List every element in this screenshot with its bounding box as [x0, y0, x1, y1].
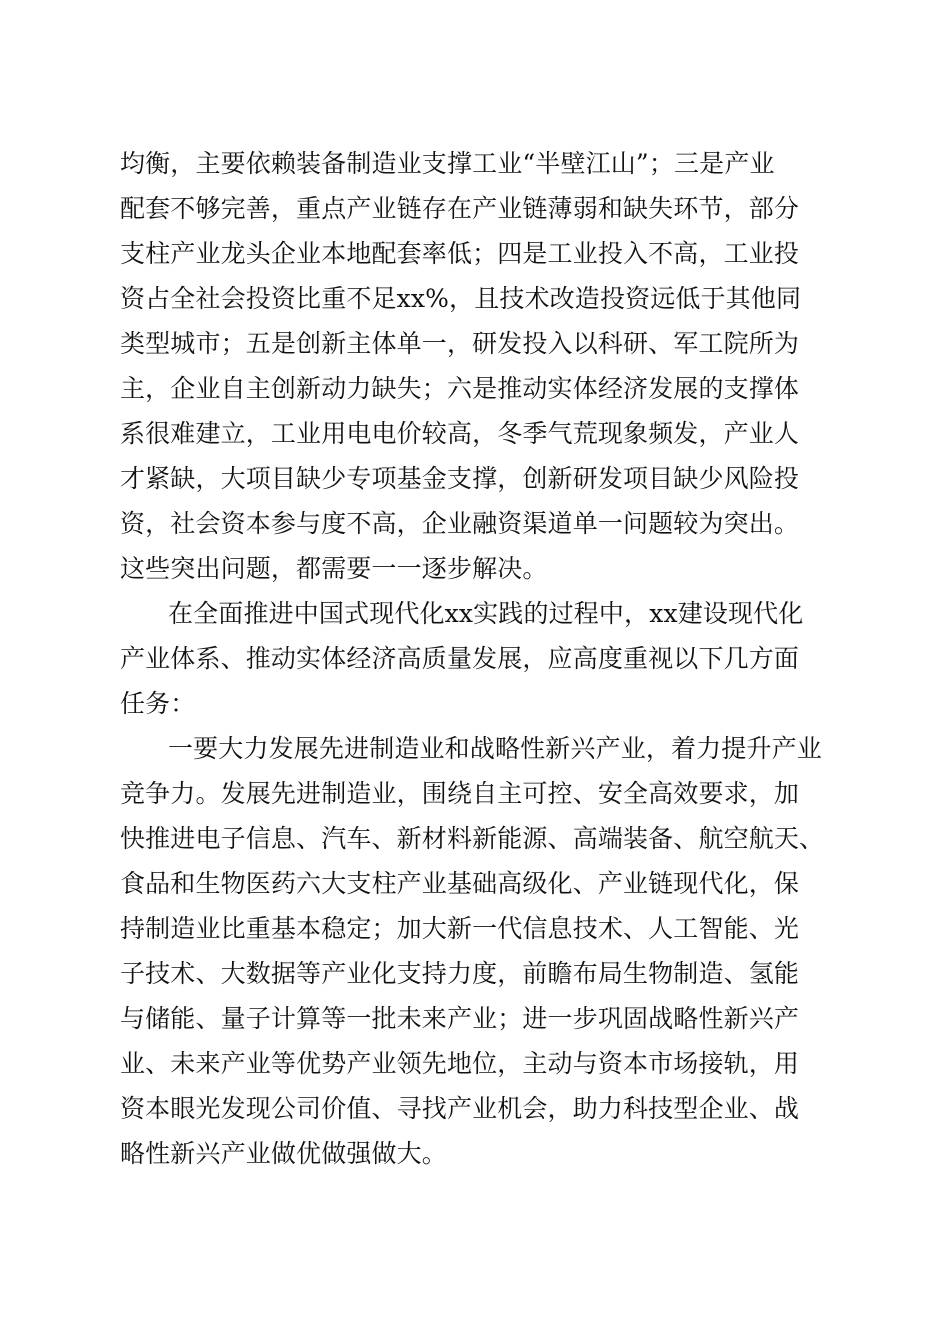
- text-line: 产业体系、推动实体经济高质量发展，应高度重视以下几方面: [120, 644, 800, 673]
- text-line: 配套不够完善，重点产业链存在产业链薄弱和缺失环节，部分: [120, 194, 800, 223]
- paragraph-first-line: 一要大力发展先进制造业和战略性新兴产业，着力提升产业: [168, 734, 822, 763]
- text-line: 主，企业自主创新动力缺失；六是推动实体经济发展的支撑体: [120, 374, 800, 403]
- text-line: 这些突出问题，都需要一一逐步解决。: [120, 554, 548, 583]
- text-line: 略性新兴产业做优做强做大。: [120, 1139, 447, 1168]
- text-line: 食品和生物医药六大支柱产业基础高级化、产业链现代化，保: [120, 869, 800, 898]
- text-line: 子技术、大数据等产业化支持力度，前瞻布局生物制造、氢能: [120, 959, 800, 988]
- text-line: 类型城市；五是创新主体单一，研发投入以科研、军工院所为: [120, 329, 800, 358]
- text-line: 竞争力。发展先进制造业，围绕自主可控、安全高效要求，加: [120, 779, 800, 808]
- text-line: 资占全社会投资比重不足xx%，且技术改造投资远低于其他同: [120, 284, 802, 313]
- text-line: 资本眼光发现公司价值、寻找产业机会，助力科技型企业、战: [120, 1094, 800, 1123]
- text-line: 支柱产业龙头企业本地配套率低；四是工业投入不高，工业投: [120, 239, 800, 268]
- text-line: 系很难建立，工业用电电价较高，冬季气荒现象频发，产业人: [120, 419, 800, 448]
- text-line: 任务：: [120, 689, 196, 718]
- text-line: 才紧缺，大项目缺少专项基金支撑，创新研发项目缺少风险投: [120, 464, 800, 493]
- text-line: 均衡，主要依赖装备制造业支撑工业“半壁江山”；三是产业: [120, 149, 775, 178]
- paragraph-first-line: 在全面推进中国式现代化xx实践的过程中，xx建设现代化: [168, 599, 804, 628]
- text-line: 业、未来产业等优势产业领先地位，主动与资本市场接轨，用: [120, 1049, 800, 1078]
- text-line: 快推进电子信息、汽车、新材料新能源、高端装备、航空航天、: [120, 824, 825, 853]
- text-line: 与储能、量子计算等一批未来产业；进一步巩固战略性新兴产: [120, 1004, 800, 1033]
- text-line: 资，社会资本参与度不高，企业融资渠道单一问题较为突出。: [120, 509, 800, 538]
- text-line: 持制造业比重基本稳定；加大新一代信息技术、人工智能、光: [120, 914, 800, 943]
